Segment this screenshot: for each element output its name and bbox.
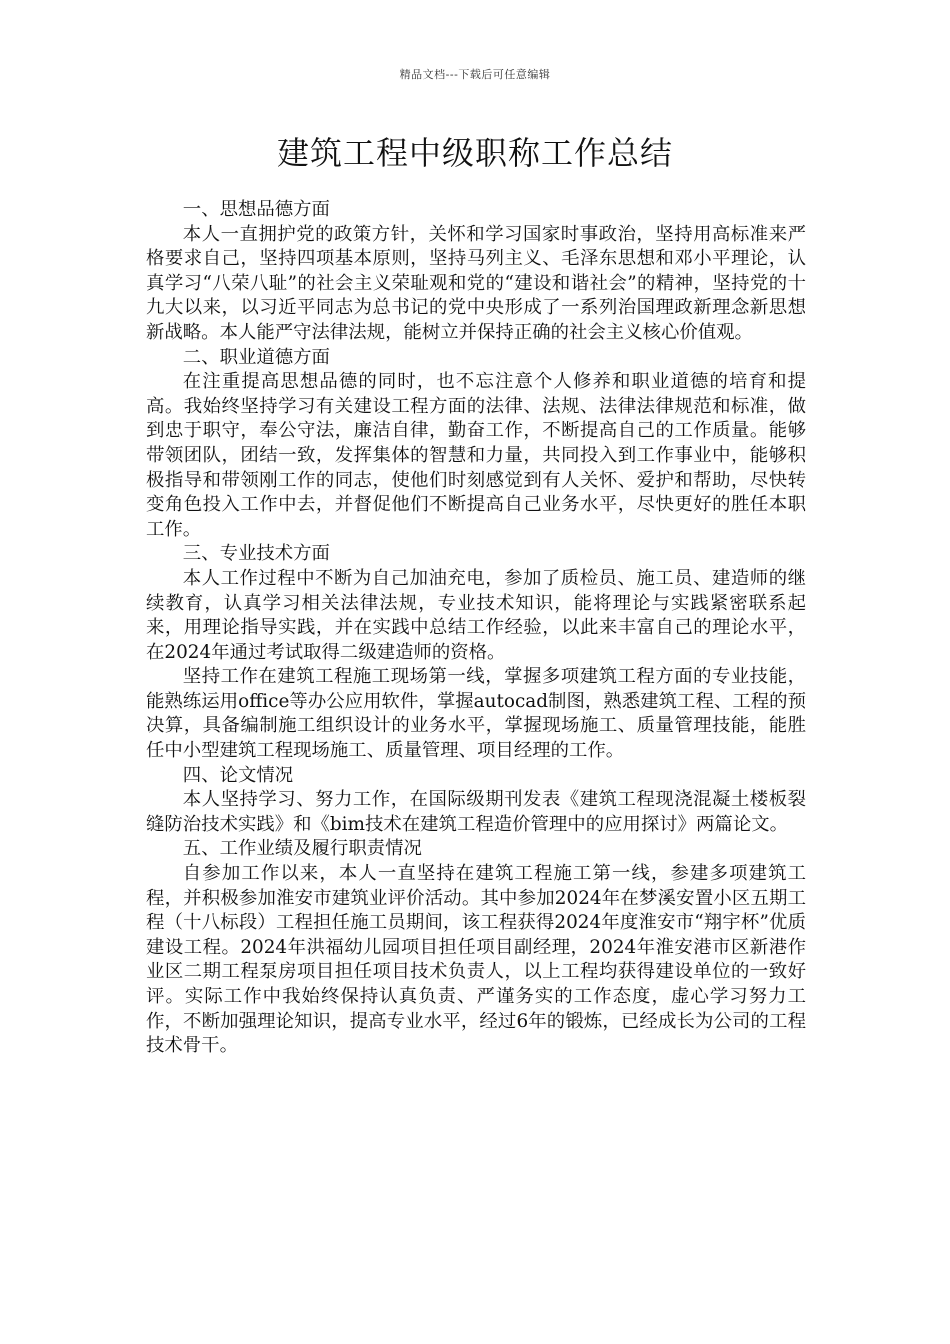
section-4-paragraph-1: 本人坚持学习、努力工作，在国际级期刊发表《建筑工程现浇混凝土楼板裂缝防治技术实践》和《bim技术在建筑工程造价管理中的应用探讨》两篇论文。 [146,789,806,835]
section-5-paragraph-1: 自参加工作以来，本人一直坚持在建筑工程施工第一线，参建多项建筑工程，并积极参加淮安市建筑业评价活动。其中参加2024年在梦溪安置小区五期工程（十八标段）工程担任施工员期间，该工程获得2024年度淮安市“翔宇杯”优质建设工程。2024年洪福幼儿园项目担任项目副经理，2024年淮安港市区新港作业区二期工程泵房项目担任项目技术负责人，以上工程均获得建设单位的一致好评。实际工作中我始终保持认真负责、严谨务实的工作态度，虚心学习努力工作，不断加强理论知识，提高专业水平，经过6年的锻炼，已经成长为公司的工程技术骨干。 [146,863,806,1057]
document-title: 建筑工程中级职称工作总结 [276,134,673,172]
section-heading-1: 一、思想品德方面 [182,199,330,220]
header-note: 精品文档---下载后可任意编辑 [399,68,551,81]
section-2-paragraph-1: 在注重提高思想品德的同时，也不忘注意个人修养和职业道德的培育和提高。我始终坚持学习有关建设工程方面的法律、法规、法律法律规范和标准，做到忠于职守，奉公守法，廉洁自律，勤奋工作，不断提高自己的工作质量。能够带领团队，团结一致，发挥集体的智慧和力量，共同投入到工作事业中，能够积极指导和带领刚工作的同志，使他们时刻感觉到有人关怀、爱护和帮助，尽快转变角色投入工作中去，并督促他们不断提高自己业务水平，尽快更好的胜任本职工作。 [146,371,806,540]
section-heading-4: 四、论文情况 [182,764,294,786]
section-1-paragraph-1: 本人一直拥护党的政策方针，关怀和学习国家时事政治，坚持用高标准来严格要求自己，坚持四项基本原则，坚持马列主义、毛泽东思想和邓小平理论，认真学习“八荣八耻”的社会主义荣耻观和党的“建设和谐社会”的精神，坚持党的十九大以来，以习近平同志为总书记的党中央形成了一系列治国理政新理念新思想新战略。本人能严守法律法规，能树立并保持正确的社会主义核心价值观。 [146,223,806,343]
section-heading-2: 二、职业道德方面 [182,346,330,368]
section-3-paragraph-1: 本人工作过程中不断为自己加油充电，参加了质检员、施工员、建造师的继续教育，认真学习相关法律法规，专业技术知识，能将理论与实践紧密联系起来，用理论指导实践，并在实践中总结工作经验，以此来丰富自己的理论水平，在2024年通过考试取得二级建造师的资格。 [146,567,806,663]
section-heading-5: 五、工作业绩及履行职责情况 [182,838,422,860]
document-body [146,198,806,1059]
section-heading-3: 三、专业技术方面 [182,543,330,565]
section-3-paragraph-2: 坚持工作在建筑工程施工现场第一线，掌握多项建筑工程方面的专业技能，能熟练运用office等办公应用软件，掌握autocad制图，熟悉建筑工程、工程的预决算，具备编制施工组织设计的业务水平，掌握现场施工、质量管理技能，能胜任中小型建筑工程现场施工、质量管理、项目经理的工作。 [146,666,806,762]
